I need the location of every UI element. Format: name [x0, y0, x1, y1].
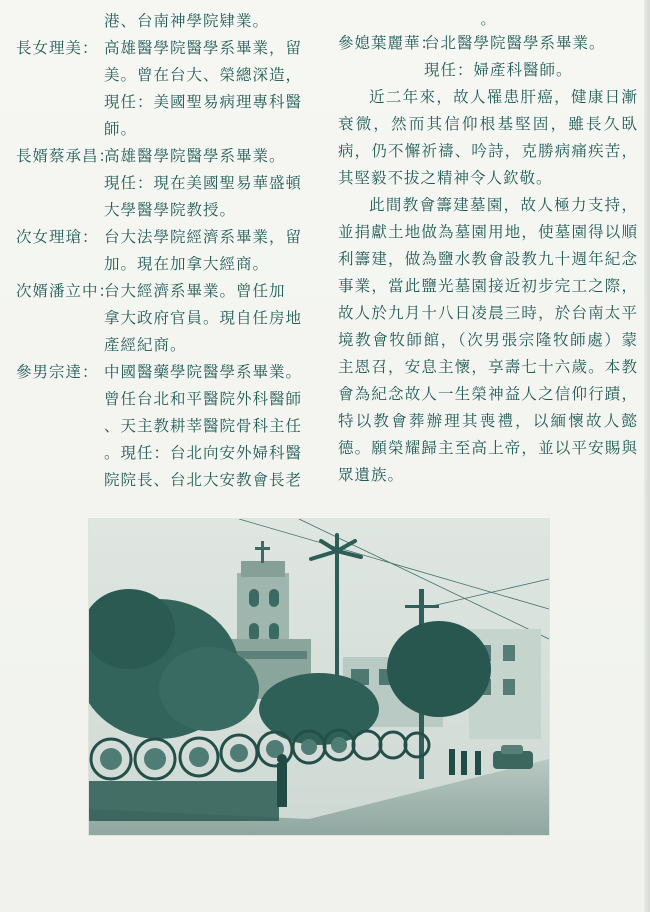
entry-line: 現任：婦產科醫師。 [424, 61, 573, 79]
family-entry [16, 278, 316, 359]
entry-line: 。現任：台北向安外婦科醫 [104, 444, 303, 462]
entry-line: 、天主教耕莘醫院骨科主任 [104, 417, 303, 435]
entry-line: 中國醫藥學院醫學系畢業。 [104, 363, 303, 381]
entry-line: 台北醫學院醫學系畢業。 [424, 34, 606, 52]
entry-label: 參媳葉麗華： [338, 34, 438, 52]
entry-line: 拿大政府官員。現自任房地 [104, 309, 303, 327]
right-column [338, 8, 638, 489]
entry-label: 參男宗達： [16, 363, 99, 381]
family-entry [16, 35, 316, 143]
entry-body [424, 30, 638, 84]
entry-line: 大學醫學院教授。 [104, 201, 237, 219]
funeral-church-street-photo-icon [89, 519, 549, 835]
entry-line: 現任：美國聖易病理專科醫 [104, 93, 303, 111]
entry-body [104, 278, 316, 359]
family-entry [16, 224, 316, 278]
entry-body [104, 143, 316, 224]
entry-body [104, 359, 316, 494]
entry-line: 台大法學院經濟系畢業，留 [104, 228, 303, 246]
body-paragraph: 近二年來，故人罹患肝癌，健康日漸衰微，然而其信仰根基堅固，雖長久臥病，仍不懈祈禱、吟詩，克勝病痛疾苦，其堅毅不拔之精神令人欽敬。 [338, 88, 638, 187]
body-paragraph: 此間教會籌建墓園，故人極力支持，並捐獻土地做為墓園用地，使墓園得以順利籌建，做為鹽水教會設教九十週年紀念事業，當此鹽光墓園接近初步完工之際，故人於九月十八日凌晨三時，於台南太平境教會牧師館，（次男張宗隆牧師處）蒙主恩召，安息主懷，享壽七十六歲。本教會為紀念故人一生榮神益人之信仰行蹟，特以教會葬辦理其喪禮，以緬懷故人懿德。願榮耀歸主至高上帝，並以平安賜與眾遺族。 [338, 196, 638, 484]
entry-label: 次女理瑲： [16, 228, 99, 246]
entry-line: 現任：現在美國聖易華盛頓 [104, 174, 303, 192]
entry-line: 台大經濟系畢業。曾任加 [104, 282, 286, 300]
entry-line: 高雄醫學院醫學系畢業。 [104, 147, 286, 165]
entry-body [104, 224, 316, 278]
entry-label: 長女理美： [16, 39, 99, 57]
funeral-photo [88, 518, 550, 836]
entry-line: 師。 [104, 120, 138, 138]
entry-line: 院院長、台北大安教會長老 [104, 471, 303, 489]
entry-label: 次婿潘立中： [16, 282, 116, 300]
family-entry [338, 30, 638, 84]
family-entry [16, 143, 316, 224]
entry-body [104, 35, 316, 143]
entry-line: 曾任台北和平醫院外科醫師 [104, 390, 303, 408]
left-column [16, 8, 316, 494]
entry-line: 美。曾在台大、榮總深造， [104, 66, 303, 84]
entry-line: 產經紀商。 [104, 336, 187, 354]
family-entry [16, 359, 316, 494]
page-edge-shadow [644, 0, 650, 912]
entry-label: 長婿蔡承昌： [16, 147, 116, 165]
entry-line: 高雄醫學院醫學系畢業，留 [104, 39, 303, 57]
continuation-line: 港、台南神學院肄業。 [104, 12, 270, 30]
entry-line: 加。現在加拿大經商。 [104, 255, 270, 273]
top-mark: 。 [480, 10, 496, 28]
